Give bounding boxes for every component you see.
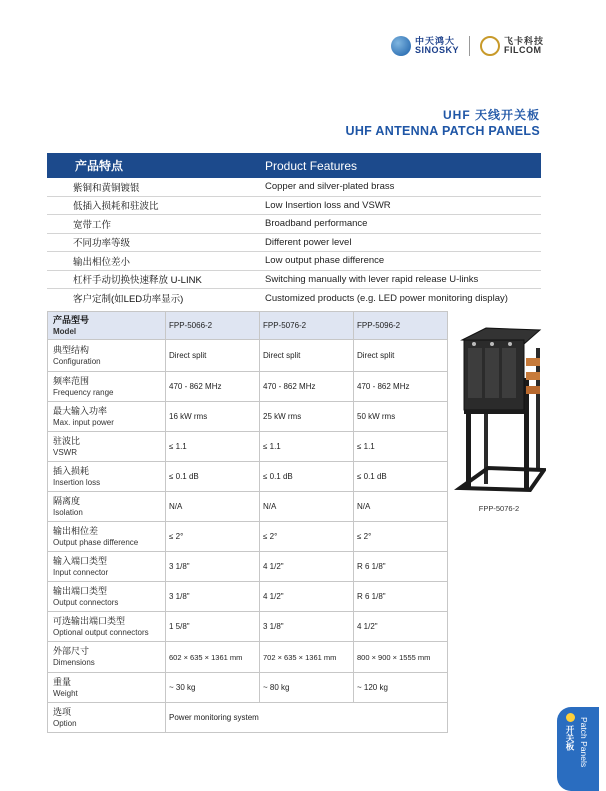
spec-label-en: Configuration: [53, 356, 101, 366]
spec-value: 4 1/2": [354, 612, 448, 642]
spec-value: ~ 80 kg: [260, 673, 354, 703]
spec-label-en: Dimensions: [53, 658, 95, 667]
spec-label-en: Weight: [53, 688, 78, 698]
model-label-cn: 产品型号: [53, 314, 90, 325]
option-label-cn: 选项: [53, 706, 72, 717]
product-image-caption: FPP-5076-2: [478, 504, 520, 513]
spec-row: [48, 340, 448, 372]
option-value: Power monitoring system: [166, 703, 448, 733]
spec-value: Direct split: [354, 340, 448, 372]
section-side-tab[interactable]: [557, 707, 599, 791]
spec-row: [48, 552, 448, 582]
spec-value: 4 1/2": [260, 552, 354, 582]
model-label-en: Model: [53, 326, 77, 336]
feature-en: Customized products (e.g. LED power monitoring display): [265, 292, 508, 304]
option-label-en: Option: [53, 718, 77, 728]
feature-cn: 不同功率等级: [73, 238, 131, 250]
model-row: [48, 312, 448, 340]
filcom-logo-icon: [480, 36, 500, 56]
page-title-en: UHF ANTENNA PATCH PANELS: [345, 124, 540, 138]
spec-value: N/A: [354, 492, 448, 522]
spec-value: 602 × 635 × 1361 mm: [166, 642, 260, 673]
spec-label: [48, 462, 166, 492]
feature-row: [47, 215, 541, 234]
feature-cn: 紫铜和黄铜镀银: [73, 182, 140, 194]
spec-label-cn: 可选输出端口类型: [53, 615, 126, 626]
spec-row: [48, 522, 448, 552]
spec-label: [48, 402, 166, 432]
feature-cn: 杠杆手动切换快速释放 U-LINK: [73, 275, 202, 287]
spec-label-en: Output phase difference: [53, 537, 139, 547]
feature-en: Copper and silver-plated brass: [265, 181, 395, 193]
spec-label-cn: 隔离度: [53, 495, 81, 506]
spec-label: [48, 552, 166, 582]
spec-label: [48, 612, 166, 642]
spec-label-en: Output connectors: [53, 597, 119, 607]
spec-value: 470 - 862 MHz: [354, 372, 448, 402]
sinosky-logo-en: SINOSKY: [414, 45, 459, 55]
spec-value: 800 × 900 × 1555 mm: [354, 642, 448, 673]
spec-value: ~ 30 kg: [166, 673, 260, 703]
side-tab-cn: 开关板: [565, 725, 575, 751]
feature-en: Switching manually with lever rapid release U-links: [265, 273, 479, 285]
spec-value: R 6 1/8": [354, 552, 448, 582]
spec-value: 4 1/2": [260, 582, 354, 612]
spec-value: ≤ 0.1 dB: [354, 462, 448, 492]
spec-value: ~ 120 kg: [354, 673, 448, 703]
spec-row: [48, 642, 448, 673]
model-cell: FPP-5096-2: [354, 312, 448, 340]
spec-value: 25 kW rms: [260, 402, 354, 432]
spec-value: ≤ 2°: [354, 522, 448, 552]
feature-row: [47, 271, 541, 290]
spec-value: N/A: [260, 492, 354, 522]
spec-label-cn: 最大输入功率: [53, 405, 108, 416]
spec-label-cn: 输入端口类型: [53, 555, 108, 566]
filcom-logo-cn: 飞卡科技: [503, 36, 544, 46]
feature-row: [47, 234, 541, 253]
spec-row: [48, 372, 448, 402]
spec-label-en: Max. input power: [53, 417, 114, 427]
spec-label: [48, 340, 166, 372]
feature-row: [47, 197, 541, 216]
sinosky-logo-cn: 中天鸿大: [414, 36, 455, 46]
feature-cn: 客户定制(如LED功率显示): [73, 294, 184, 306]
spec-label: [48, 582, 166, 612]
feature-cn: 输出相位差小: [73, 256, 131, 268]
spec-label: [48, 372, 166, 402]
spec-value: Direct split: [260, 340, 354, 372]
feature-en: Low output phase difference: [265, 255, 385, 267]
feature-row: [47, 178, 541, 197]
spec-row: [48, 673, 448, 703]
spec-row: [48, 432, 448, 462]
spec-value: ≤ 1.1: [260, 432, 354, 462]
feature-en: Broadband performance: [265, 218, 368, 230]
logo-divider: [469, 36, 470, 56]
spec-label-en: VSWR: [53, 447, 77, 457]
product-image: [452, 318, 546, 496]
spec-value: ≤ 2°: [166, 522, 260, 552]
feature-cn: 宽带工作: [73, 219, 112, 231]
filcom-logo-en: FILCOM: [503, 45, 542, 55]
spec-value: 50 kW rms: [354, 402, 448, 432]
spec-label: [48, 522, 166, 552]
spec-value: 3 1/8": [260, 612, 354, 642]
specifications-table: [47, 311, 448, 733]
spec-value: R 6 1/8": [354, 582, 448, 612]
spec-label-cn: 输出相位差: [53, 525, 99, 536]
spec-label-cn: 重量: [53, 676, 72, 687]
spec-label: [48, 642, 166, 673]
spec-value: 16 kW rms: [166, 402, 260, 432]
spec-label-cn: 典型结构: [53, 344, 90, 355]
spec-label: [48, 492, 166, 522]
tab-dot-icon: [566, 713, 575, 722]
spec-label-en: Frequency range: [53, 387, 114, 397]
side-tab-en: Patch Panels: [579, 717, 589, 768]
spec-label-cn: 驻波比: [53, 435, 81, 446]
spec-row: [48, 582, 448, 612]
sinosky-logo: [391, 36, 459, 56]
spec-row: [48, 402, 448, 432]
spec-value: 470 - 862 MHz: [166, 372, 260, 402]
spec-label-cn: 输出端口类型: [53, 585, 108, 596]
features-header: [47, 153, 541, 178]
option-label: [48, 703, 166, 733]
spec-label-cn: 外部尺寸: [53, 646, 90, 656]
spec-label-en: Input connector: [53, 567, 109, 577]
feature-row: [47, 289, 541, 308]
spec-value: ≤ 1.1: [354, 432, 448, 462]
model-label: [48, 312, 166, 340]
spec-label-en: Optional output connectors: [53, 627, 149, 637]
feature-row: [47, 252, 541, 271]
spec-label: [48, 432, 166, 462]
spec-value: 3 1/8": [166, 582, 260, 612]
spec-value: 1 5/8": [166, 612, 260, 642]
spec-value: ≤ 2°: [260, 522, 354, 552]
brand-logos: [391, 36, 544, 56]
spec-label-cn: 频率范围: [53, 375, 90, 386]
spec-row: [48, 492, 448, 522]
spec-value: 3 1/8": [166, 552, 260, 582]
spec-value: 470 - 862 MHz: [260, 372, 354, 402]
spec-value: Direct split: [166, 340, 260, 372]
spec-value: ≤ 0.1 dB: [260, 462, 354, 492]
spec-label-en: Insertion loss: [53, 477, 101, 487]
spec-label: [48, 673, 166, 703]
spec-row: [48, 612, 448, 642]
feature-en: Low Insertion loss and VSWR: [265, 199, 391, 211]
spec-label-cn: 插入损耗: [53, 465, 90, 476]
features-header-cn: 产品特点: [75, 159, 124, 173]
spec-value: 702 × 635 × 1361 mm: [260, 642, 354, 673]
sinosky-logo-icon: [391, 36, 411, 56]
feature-en: Different power level: [265, 236, 352, 248]
spec-value: ≤ 1.1: [166, 432, 260, 462]
spec-value: ≤ 0.1 dB: [166, 462, 260, 492]
model-cell: FPP-5076-2: [260, 312, 354, 340]
filcom-logo: [480, 36, 544, 56]
page-title-cn: UHF 天线开关板: [443, 108, 540, 122]
features-header-en: Product Features: [265, 158, 358, 173]
feature-cn: 低插入损耗和驻波比: [73, 201, 159, 213]
product-features-table: [47, 153, 541, 308]
spec-label-en: Isolation: [53, 507, 83, 517]
model-cell: FPP-5066-2: [166, 312, 260, 340]
spec-row: [48, 462, 448, 492]
option-row: [48, 703, 448, 733]
spec-value: N/A: [166, 492, 260, 522]
